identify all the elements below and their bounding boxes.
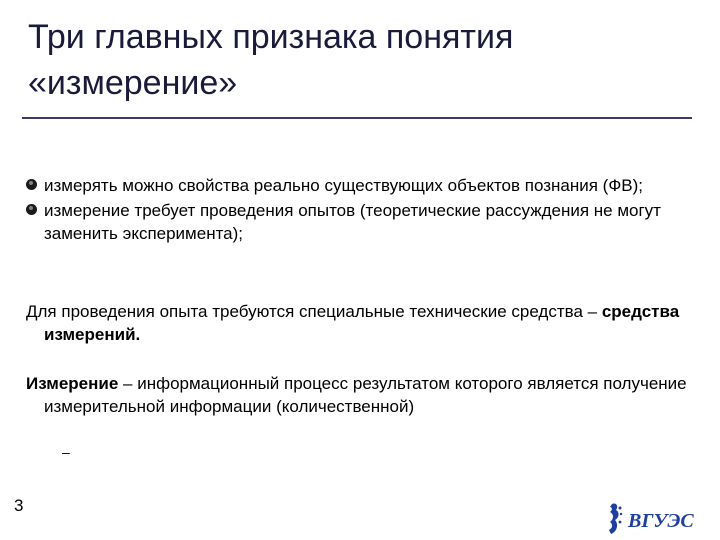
paragraph-text: Для проведения опыта требуются специальные технические средства – xyxy=(26,302,602,321)
university-logo-icon xyxy=(606,500,716,538)
paragraph-measurement-definition xyxy=(26,372,720,418)
title-line-2: «измерение» xyxy=(28,64,238,102)
stray-dash: – xyxy=(62,444,70,460)
bullet-text: измерять можно свойства реально существующих объектов познания (ФВ); xyxy=(44,176,643,195)
paragraph-bold: Измерение xyxy=(26,374,119,393)
paragraph-measuring-instruments xyxy=(26,300,720,346)
bullet-text: измерение требует проведения опытов (теоретические рассуждения не могут заменить эксперимента); xyxy=(44,201,661,243)
title-line-1: Три главных признака понятия xyxy=(28,18,514,56)
paragraph-bold: средства измерений. xyxy=(44,302,680,344)
slide-title xyxy=(28,14,688,106)
bullet-list xyxy=(26,174,706,247)
bullet-item xyxy=(26,174,706,197)
bullet-dot-icon xyxy=(26,204,37,215)
page-number: 3 xyxy=(14,496,24,515)
logo-text: ВГУЭС xyxy=(628,510,694,532)
title-divider xyxy=(22,117,692,119)
bullet-dot-icon xyxy=(26,179,37,190)
bullet-item xyxy=(26,199,706,245)
paragraph-text: – информационный процесс результатом которого является получение измерительной информации (количественной) xyxy=(44,374,687,416)
